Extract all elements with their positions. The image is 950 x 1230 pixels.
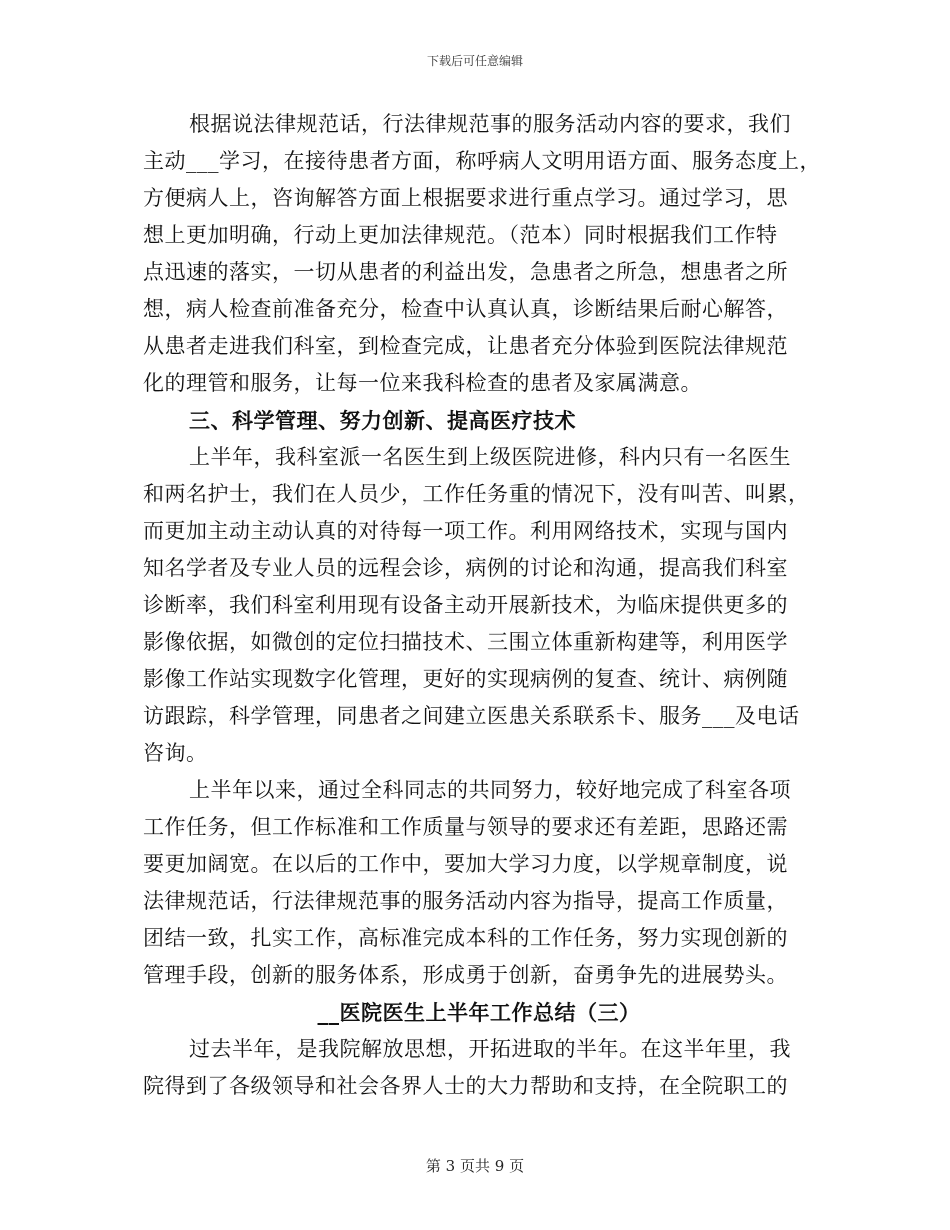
paragraph-line: 主动___学习，在接待患者方面，称呼病人文明用语方面、服务态度上， — [143, 149, 821, 173]
paragraph-line: 想上更加明确，行动上更加法律规范。（范本）同时根据我们工作特 — [143, 223, 778, 247]
paragraph-line: 咨询。 — [143, 741, 208, 765]
paragraph-line: 方便病人上，咨询解答方面上根据要求进行重点学习。通过学习，思 — [143, 186, 788, 210]
section-heading: 三、科学管理、努力创新、提高医疗技术 — [189, 408, 576, 433]
paragraph-line: 根据说法律规范话，行法律规范事的服务活动内容的要求，我们 — [189, 112, 791, 136]
paragraph-line: 过去半年，是我院解放思想，开拓进取的半年。在这半年里，我 — [189, 1037, 791, 1061]
document-title: __医院医生上半年工作总结（三） — [317, 1000, 641, 1025]
paragraph-line: 影像工作站实现数字化管理，更好的实现病例的复查、统计、病例随 — [143, 667, 788, 691]
page-header: 下载后可任意编辑 — [426, 54, 523, 68]
paragraph-line: 从患者走进我们科室，到检查完成，让患者充分体验到医院法律规范 — [143, 334, 788, 358]
paragraph-line: 访跟踪，科学管理，同患者之间建立医患关系联系卡、服务___及电话 — [143, 704, 800, 728]
paragraph-line: 想，病人检查前准备充分，检查中认真认真，诊断结果后耐心解答， — [143, 297, 788, 321]
paragraph-line: 团结一致，扎实工作，高标准完成本科的工作任务，努力实现创新的 — [143, 926, 788, 950]
paragraph-line: 院得到了各级领导和社会各界人士的大力帮助和支持，在全院职工的 — [143, 1074, 788, 1098]
paragraph-line: 要更加阔宽。在以后的工作中，要加大学习力度，以学规章制度，说 — [143, 852, 788, 876]
paragraph-line: 工作任务，但工作标准和工作质量与领导的要求还有差距，思路还需 — [143, 815, 788, 839]
paragraph-line: 诊断率，我们科室利用现有设备主动开展新技术，为临床提供更多的 — [143, 593, 788, 617]
paragraph-line: 影像依据，如微创的定位扫描技术、三围立体重新构建等，利用医学 — [143, 630, 788, 654]
paragraph-line: 点迅速的落实，一切从患者的利益出发，急患者之所急，想患者之所 — [143, 260, 788, 284]
document-body — [143, 106, 821, 1105]
paragraph-line: 知名学者及专业人员的远程会诊，病例的讨论和沟通，提高我们科室 — [143, 556, 788, 580]
paragraph-line: 上半年，我科室派一名医生到上级医院进修，科内只有一名医生 — [189, 445, 791, 469]
paragraph-line: 管理手段，创新的服务体系，形成勇于创新，奋勇争先的进展势头。 — [143, 963, 788, 987]
paragraph-line: 而更加主动主动认真的对待每一项工作。利用网络技术，实现与国内 — [143, 519, 788, 543]
paragraph-line: 上半年以来，通过全科同志的共同努力，较好地完成了科室各项 — [189, 778, 791, 802]
paragraph-line: 法律规范话，行法律规范事的服务活动内容为指导，提高工作质量， — [143, 889, 788, 913]
paragraph-line: 化的理管和服务，让每一位来我科检查的患者及家属满意。 — [143, 371, 702, 395]
paragraph-line: 和两名护士，我们在人员少，工作任务重的情况下，没有叫苦、叫累， — [143, 482, 810, 506]
page-number: 第 3 页共 9 页 — [425, 1157, 525, 1175]
